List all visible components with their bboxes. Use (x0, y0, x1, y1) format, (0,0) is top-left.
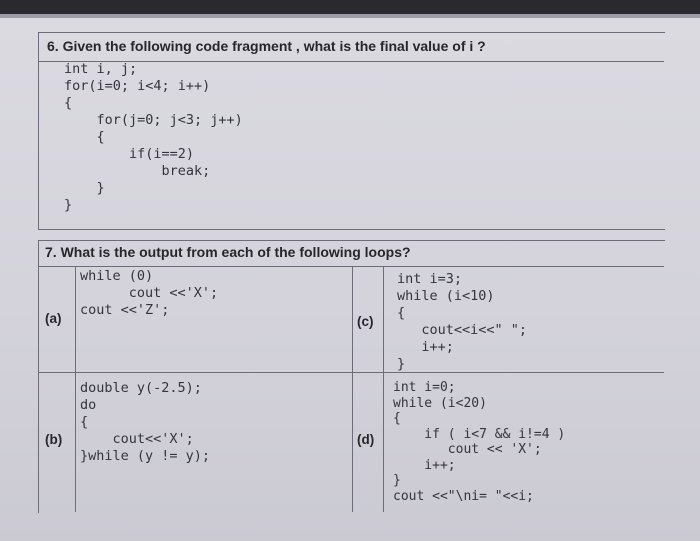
part-a-code (80, 268, 218, 319)
code-line: int i=3; (397, 271, 463, 287)
code-line: cout<<'X'; (80, 431, 194, 447)
code-line: for(j=0; j<3; j++) (64, 112, 243, 128)
part-d-code (393, 380, 565, 504)
background-strip (0, 0, 700, 14)
code-line: break; (64, 163, 211, 179)
code-line: { (80, 414, 89, 430)
part-b-label: (b) (45, 432, 63, 447)
code-line: int i=0; (393, 380, 456, 395)
code-line: cout << 'X'; (393, 442, 542, 457)
code-line: while (i<10) (397, 288, 495, 304)
code-line: do (80, 397, 97, 413)
code-line: { (397, 305, 406, 321)
code-line: while (i<20) (393, 395, 487, 411)
question-7-title: 7. What is the output from each of the following loops? (45, 244, 411, 260)
code-line: cout <<'Z'; (80, 302, 170, 318)
divider (75, 266, 76, 512)
part-a-label: (a) (45, 311, 62, 326)
code-line: } (64, 180, 105, 196)
code-line: if(i==2) (64, 146, 195, 162)
code-line: while (0) (80, 268, 154, 284)
code-line: if ( i<7 && i!=4 ) (393, 426, 566, 442)
divider (38, 266, 664, 267)
part-d-label: (d) (357, 432, 375, 447)
code-line: cout<<i<<" "; (397, 322, 528, 338)
code-line: }while (y != y); (80, 448, 211, 464)
part-c-code (397, 271, 527, 373)
code-line: i++; (397, 339, 454, 355)
question-6-code (64, 61, 243, 214)
code-line: } (64, 197, 73, 213)
code-line: double y(-2.5); (80, 380, 202, 396)
code-line: i++; (393, 457, 456, 473)
code-line: { (64, 95, 73, 111)
code-line: cout <<"\ni= "<<i; (393, 488, 534, 504)
code-line: } (393, 473, 401, 488)
part-c-label: (c) (357, 314, 374, 329)
code-line: int i, j; (64, 61, 138, 77)
code-line: { (393, 411, 401, 426)
divider (352, 266, 353, 512)
part-b-code (80, 380, 210, 465)
code-line: cout <<'X'; (80, 285, 219, 301)
question-6-title: 6. Given the following code fragment , what is the final value of i ? (47, 38, 486, 54)
code-line: { (64, 129, 105, 145)
code-line: for(i=0; i<4; i++) (64, 78, 211, 94)
divider (38, 372, 664, 373)
code-line: } (397, 356, 406, 372)
divider (383, 266, 384, 512)
